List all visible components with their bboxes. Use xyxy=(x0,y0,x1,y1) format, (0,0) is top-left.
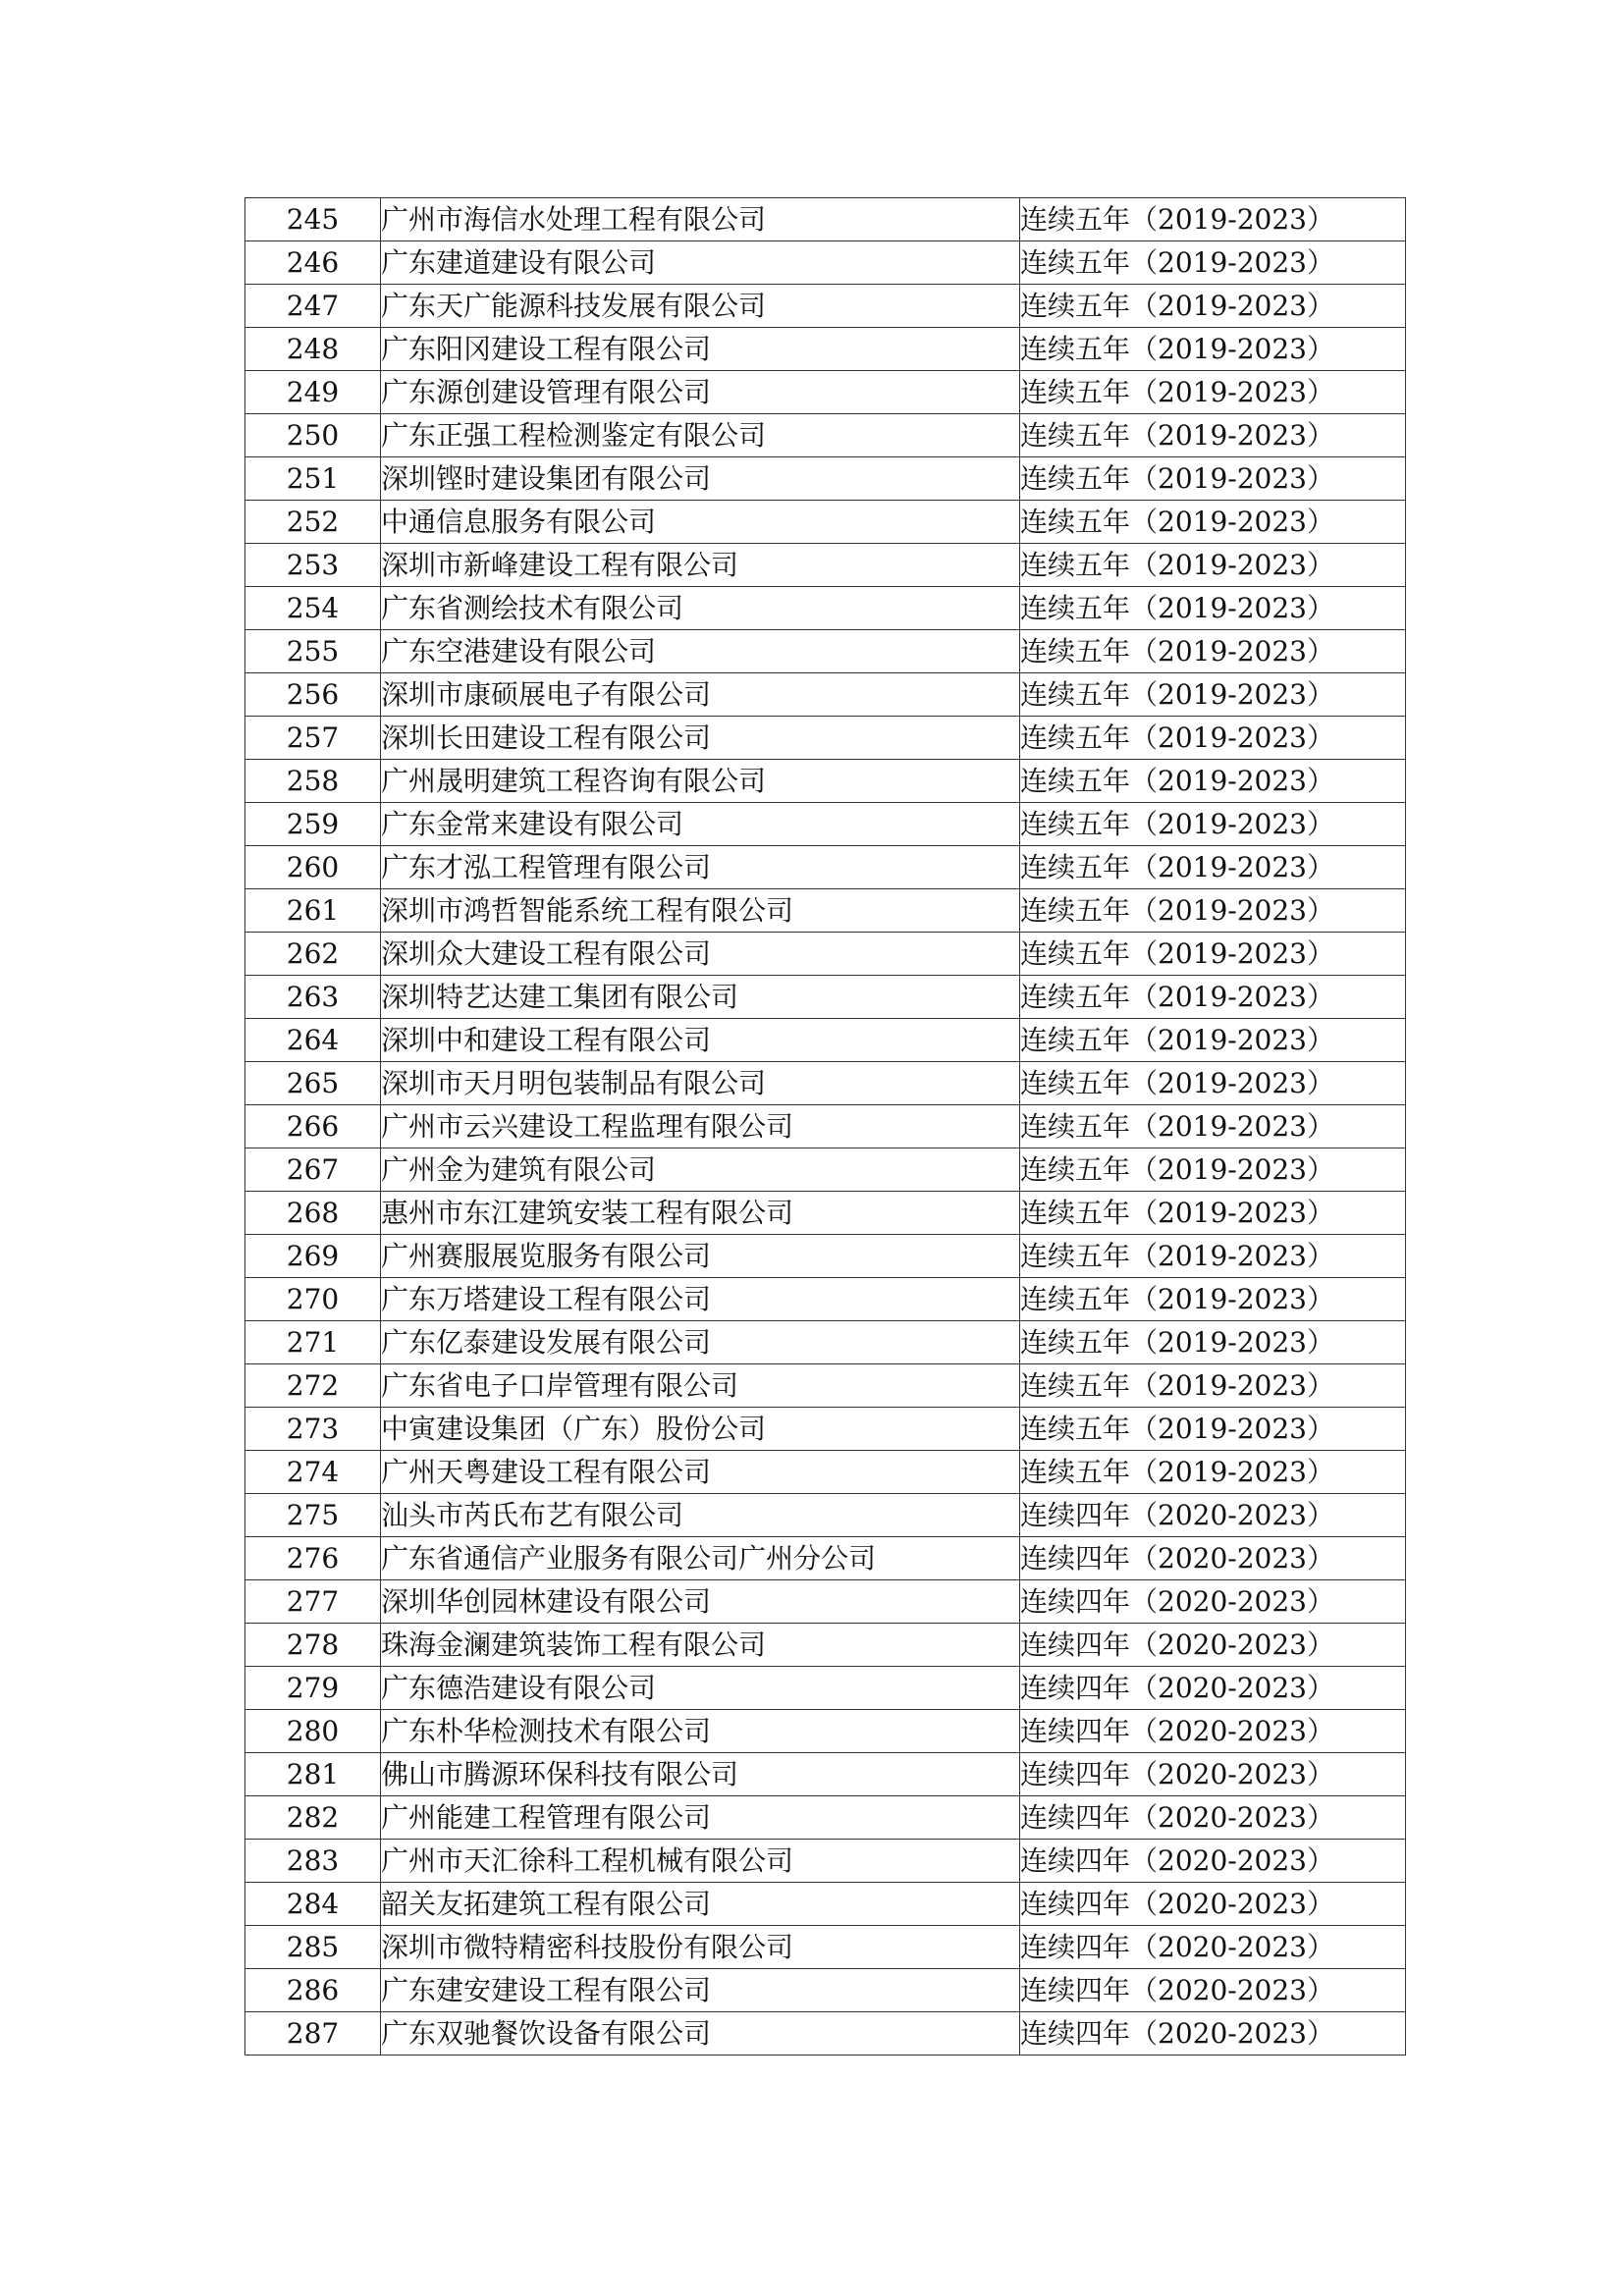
company-name: 广东双驰餐饮设备有限公司 xyxy=(381,2012,1020,2056)
consecutive-years: 连续五年（2019-2023） xyxy=(1020,587,1406,630)
row-number: 247 xyxy=(245,285,381,328)
consecutive-years: 连续五年（2019-2023） xyxy=(1020,1235,1406,1278)
consecutive-years: 连续五年（2019-2023） xyxy=(1020,241,1406,285)
row-number: 246 xyxy=(245,241,381,285)
company-name: 广东省通信产业服务有限公司广州分公司 xyxy=(381,1537,1020,1580)
row-number: 264 xyxy=(245,1019,381,1062)
row-number: 252 xyxy=(245,501,381,544)
table-row xyxy=(245,933,1406,976)
row-number: 282 xyxy=(245,1796,381,1840)
consecutive-years: 连续五年（2019-2023） xyxy=(1020,501,1406,544)
company-name: 广东金常来建设有限公司 xyxy=(381,803,1020,846)
consecutive-years: 连续五年（2019-2023） xyxy=(1020,1364,1406,1408)
company-name: 广州天粤建设工程有限公司 xyxy=(381,1451,1020,1494)
row-number: 260 xyxy=(245,846,381,889)
company-name: 深圳市康硕展电子有限公司 xyxy=(381,673,1020,717)
consecutive-years: 连续五年（2019-2023） xyxy=(1020,1062,1406,1105)
row-number: 281 xyxy=(245,1753,381,1796)
consecutive-years: 连续四年（2020-2023） xyxy=(1020,1840,1406,1883)
company-name: 汕头市芮氏布艺有限公司 xyxy=(381,1494,1020,1537)
table-row xyxy=(245,717,1406,760)
row-number: 263 xyxy=(245,976,381,1019)
row-number: 261 xyxy=(245,889,381,933)
consecutive-years: 连续五年（2019-2023） xyxy=(1020,630,1406,673)
consecutive-years: 连续五年（2019-2023） xyxy=(1020,371,1406,414)
table-row xyxy=(245,1148,1406,1192)
company-name: 深圳市天月明包装制品有限公司 xyxy=(381,1062,1020,1105)
consecutive-years: 连续四年（2020-2023） xyxy=(1020,1753,1406,1796)
company-name: 佛山市腾源环保科技有限公司 xyxy=(381,1753,1020,1796)
table-row xyxy=(245,198,1406,241)
company-name: 广州市云兴建设工程监理有限公司 xyxy=(381,1105,1020,1148)
table-row xyxy=(245,1321,1406,1364)
row-number: 275 xyxy=(245,1494,381,1537)
consecutive-years: 连续五年（2019-2023） xyxy=(1020,1192,1406,1235)
row-number: 285 xyxy=(245,1926,381,1969)
table-row xyxy=(245,544,1406,587)
company-name: 深圳华创园林建设有限公司 xyxy=(381,1580,1020,1624)
company-name: 广州金为建筑有限公司 xyxy=(381,1148,1020,1192)
company-name: 广州晟明建筑工程咨询有限公司 xyxy=(381,760,1020,803)
consecutive-years: 连续五年（2019-2023） xyxy=(1020,933,1406,976)
row-number: 269 xyxy=(245,1235,381,1278)
row-number: 271 xyxy=(245,1321,381,1364)
company-name: 深圳铿时建设集团有限公司 xyxy=(381,457,1020,501)
table-row xyxy=(245,1278,1406,1321)
row-number: 277 xyxy=(245,1580,381,1624)
table-row xyxy=(245,1667,1406,1710)
consecutive-years: 连续五年（2019-2023） xyxy=(1020,1451,1406,1494)
company-name: 韶关友拓建筑工程有限公司 xyxy=(381,1883,1020,1926)
table-row xyxy=(245,760,1406,803)
row-number: 256 xyxy=(245,673,381,717)
consecutive-years: 连续五年（2019-2023） xyxy=(1020,760,1406,803)
row-number: 262 xyxy=(245,933,381,976)
company-name: 深圳中和建设工程有限公司 xyxy=(381,1019,1020,1062)
table-row xyxy=(245,328,1406,371)
table-row xyxy=(245,457,1406,501)
consecutive-years: 连续五年（2019-2023） xyxy=(1020,457,1406,501)
table-row xyxy=(245,1235,1406,1278)
consecutive-years: 连续五年（2019-2023） xyxy=(1020,414,1406,457)
company-name: 广州市海信水处理工程有限公司 xyxy=(381,198,1020,241)
row-number: 280 xyxy=(245,1710,381,1753)
table-row xyxy=(245,501,1406,544)
table-row xyxy=(245,1192,1406,1235)
consecutive-years: 连续五年（2019-2023） xyxy=(1020,198,1406,241)
company-name: 深圳市新峰建设工程有限公司 xyxy=(381,544,1020,587)
row-number: 251 xyxy=(245,457,381,501)
consecutive-years: 连续四年（2020-2023） xyxy=(1020,2012,1406,2056)
table-row xyxy=(245,414,1406,457)
company-name: 广东德浩建设有限公司 xyxy=(381,1667,1020,1710)
consecutive-years: 连续四年（2020-2023） xyxy=(1020,1537,1406,1580)
company-name: 广州市天汇徐科工程机械有限公司 xyxy=(381,1840,1020,1883)
consecutive-years: 连续五年（2019-2023） xyxy=(1020,285,1406,328)
consecutive-years: 连续五年（2019-2023） xyxy=(1020,976,1406,1019)
row-number: 250 xyxy=(245,414,381,457)
table-row xyxy=(245,1537,1406,1580)
row-number: 276 xyxy=(245,1537,381,1580)
consecutive-years: 连续四年（2020-2023） xyxy=(1020,1667,1406,1710)
consecutive-years: 连续五年（2019-2023） xyxy=(1020,1321,1406,1364)
company-name: 广东万塔建设工程有限公司 xyxy=(381,1278,1020,1321)
consecutive-years: 连续四年（2020-2023） xyxy=(1020,1710,1406,1753)
table-row xyxy=(245,1062,1406,1105)
table-row xyxy=(245,587,1406,630)
company-name: 广东省测绘技术有限公司 xyxy=(381,587,1020,630)
row-number: 258 xyxy=(245,760,381,803)
company-name: 广东省电子口岸管理有限公司 xyxy=(381,1364,1020,1408)
consecutive-years: 连续四年（2020-2023） xyxy=(1020,1580,1406,1624)
table-row xyxy=(245,1494,1406,1537)
table-row xyxy=(245,1019,1406,1062)
table-row xyxy=(245,1408,1406,1451)
company-name: 广州赛服展览服务有限公司 xyxy=(381,1235,1020,1278)
row-number: 272 xyxy=(245,1364,381,1408)
row-number: 284 xyxy=(245,1883,381,1926)
company-name: 惠州市东江建筑安装工程有限公司 xyxy=(381,1192,1020,1235)
table-row xyxy=(245,285,1406,328)
company-name: 中寅建设集团（广东）股份公司 xyxy=(381,1408,1020,1451)
consecutive-years: 连续五年（2019-2023） xyxy=(1020,889,1406,933)
consecutive-years: 连续五年（2019-2023） xyxy=(1020,803,1406,846)
table-row xyxy=(245,673,1406,717)
row-number: 286 xyxy=(245,1969,381,2012)
table-row xyxy=(245,241,1406,285)
company-name: 深圳市鸿哲智能系统工程有限公司 xyxy=(381,889,1020,933)
consecutive-years: 连续五年（2019-2023） xyxy=(1020,1408,1406,1451)
table-row xyxy=(245,976,1406,1019)
row-number: 287 xyxy=(245,2012,381,2056)
table-row xyxy=(245,1105,1406,1148)
company-name: 广东朴华检测技术有限公司 xyxy=(381,1710,1020,1753)
table-row xyxy=(245,1451,1406,1494)
consecutive-years: 连续五年（2019-2023） xyxy=(1020,1019,1406,1062)
consecutive-years: 连续五年（2019-2023） xyxy=(1020,1148,1406,1192)
row-number: 257 xyxy=(245,717,381,760)
row-number: 283 xyxy=(245,1840,381,1883)
row-number: 248 xyxy=(245,328,381,371)
table-row xyxy=(245,1624,1406,1667)
table-row xyxy=(245,1364,1406,1408)
table-row xyxy=(245,1883,1406,1926)
consecutive-years: 连续四年（2020-2023） xyxy=(1020,1926,1406,1969)
table-row xyxy=(245,846,1406,889)
consecutive-years: 连续四年（2020-2023） xyxy=(1020,1494,1406,1537)
consecutive-years: 连续五年（2019-2023） xyxy=(1020,1278,1406,1321)
row-number: 274 xyxy=(245,1451,381,1494)
company-name: 广东建安建设工程有限公司 xyxy=(381,1969,1020,2012)
consecutive-years: 连续四年（2020-2023） xyxy=(1020,1883,1406,1926)
table-row xyxy=(245,1796,1406,1840)
company-name: 深圳特艺达建工集团有限公司 xyxy=(381,976,1020,1019)
company-name: 深圳市微特精密科技股份有限公司 xyxy=(381,1926,1020,1969)
table-row xyxy=(245,371,1406,414)
company-name: 广东空港建设有限公司 xyxy=(381,630,1020,673)
consecutive-years: 连续四年（2020-2023） xyxy=(1020,1796,1406,1840)
table-row xyxy=(245,889,1406,933)
company-list-table xyxy=(244,197,1406,2056)
row-number: 253 xyxy=(245,544,381,587)
table-row xyxy=(245,1580,1406,1624)
company-name: 广东源创建设管理有限公司 xyxy=(381,371,1020,414)
row-number: 249 xyxy=(245,371,381,414)
table-row xyxy=(245,1969,1406,2012)
consecutive-years: 连续四年（2020-2023） xyxy=(1020,1624,1406,1667)
row-number: 279 xyxy=(245,1667,381,1710)
table-row xyxy=(245,1753,1406,1796)
row-number: 245 xyxy=(245,198,381,241)
table-row xyxy=(245,1926,1406,1969)
company-name: 广东才泓工程管理有限公司 xyxy=(381,846,1020,889)
company-name: 广州能建工程管理有限公司 xyxy=(381,1796,1020,1840)
row-number: 266 xyxy=(245,1105,381,1148)
consecutive-years: 连续五年（2019-2023） xyxy=(1020,673,1406,717)
table-row xyxy=(245,803,1406,846)
consecutive-years: 连续五年（2019-2023） xyxy=(1020,1105,1406,1148)
row-number: 278 xyxy=(245,1624,381,1667)
company-name: 广东亿泰建设发展有限公司 xyxy=(381,1321,1020,1364)
row-number: 273 xyxy=(245,1408,381,1451)
row-number: 267 xyxy=(245,1148,381,1192)
table-row xyxy=(245,2012,1406,2056)
table-body xyxy=(245,198,1406,2056)
company-name: 广东正强工程检测鉴定有限公司 xyxy=(381,414,1020,457)
consecutive-years: 连续四年（2020-2023） xyxy=(1020,1969,1406,2012)
consecutive-years: 连续五年（2019-2023） xyxy=(1020,328,1406,371)
company-name: 广东建道建设有限公司 xyxy=(381,241,1020,285)
row-number: 254 xyxy=(245,587,381,630)
company-name: 深圳长田建设工程有限公司 xyxy=(381,717,1020,760)
row-number: 259 xyxy=(245,803,381,846)
row-number: 255 xyxy=(245,630,381,673)
row-number: 268 xyxy=(245,1192,381,1235)
consecutive-years: 连续五年（2019-2023） xyxy=(1020,544,1406,587)
company-name: 广东天广能源科技发展有限公司 xyxy=(381,285,1020,328)
row-number: 265 xyxy=(245,1062,381,1105)
table-row xyxy=(245,1710,1406,1753)
row-number: 270 xyxy=(245,1278,381,1321)
table-row xyxy=(245,1840,1406,1883)
consecutive-years: 连续五年（2019-2023） xyxy=(1020,717,1406,760)
company-name: 深圳众大建设工程有限公司 xyxy=(381,933,1020,976)
company-name: 广东阳冈建设工程有限公司 xyxy=(381,328,1020,371)
company-name: 珠海金澜建筑装饰工程有限公司 xyxy=(381,1624,1020,1667)
company-name: 中通信息服务有限公司 xyxy=(381,501,1020,544)
consecutive-years: 连续五年（2019-2023） xyxy=(1020,846,1406,889)
table-row xyxy=(245,630,1406,673)
